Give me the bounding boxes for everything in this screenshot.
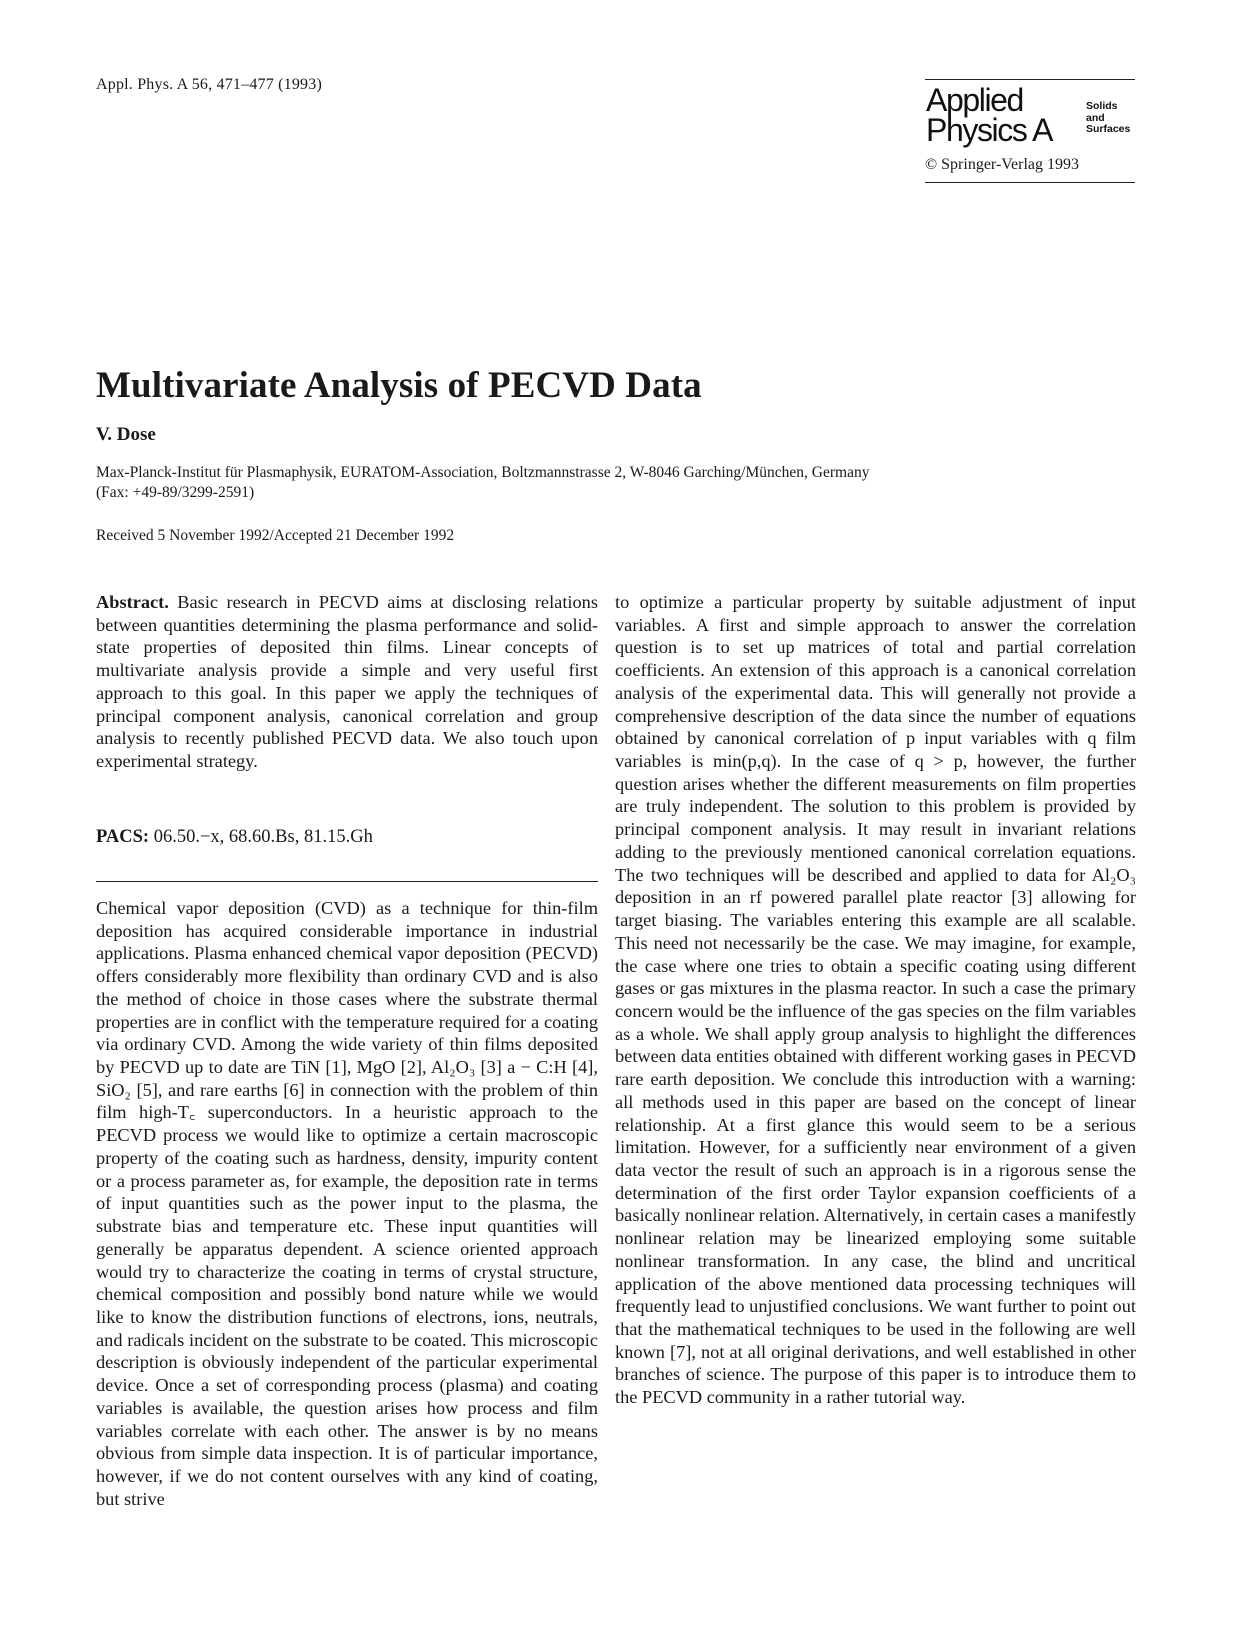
abstract xyxy=(96,591,598,773)
journal-logo xyxy=(926,83,1136,147)
affiliation-fax: (Fax: +49-89/3299-2591) xyxy=(96,484,255,501)
author-name: V. Dose xyxy=(96,424,156,445)
logo-physics-a: Physics A xyxy=(926,112,1053,148)
introduction-right-column xyxy=(615,591,1136,1409)
intro-paragraph-left: Chemical vapor deposition (CVD) as a technique for thin-film deposition has acquired considerable importance in industrial applications. Plasma enhanced chemical vapor deposition (PECVD) offers considerably more flexibility than ordinary CVD and is also the method of choice in those cases where the substrate thermal properties are in conflict with the temperature required for a coating via ordinary CVD. Among the wide variety of thin films deposited by PECVD up to date are TiN [1], MgO [2], Al₂O₃ [3] a − C:H [4], SiO₂ [5], and rare earths [6] in connection with the problem of thin film high-T꜀ superconductors. In a heuristic approach to the PECVD process we would like to optimize a certain macroscopic property of the coating such as hardness, density, impurity content or a process parameter as, for example, the deposition rate in terms of input quantities such as the power input to the plasma, the substrate bias and temperature etc. These input quantities will generally be apparatus dependent. A science oriented approach would try to characterize the coating in terms of crystal structure, chemical composition and possibly bond nature while we would like to know the distribution functions of electrons, ions, neutrals, and radicals incident on the substrate to be coated. This microscopic description is obviously independent of the particular experimental device. Once a set of corresponding process (plasma) and coating variables is available, the question arises how process and film variables correlate with each other. The answer is by no means obvious from simple data inspection. It is of particular importance, however, if we do not content ourselves with any kind of coating, but strive xyxy=(96,898,598,1509)
intro-paragraph-right: to optimize a particular property by suitable adjustment of input variables. A first and simple approach to answer the correlation question is to set up matrices of total and partial correlation coefficients. An extension of this approach is a canonical correlation analysis of the experimental data. This will generally not provide a comprehensive description of the data since the number of equations obtained by canonical correlation of p input variables with q film variables is min(p,q). In the case of q > p, however, the further question arises whether the different measurements on film properties are truly independent. The solution to this problem is provided by principal component analysis. It may result in invariant relations adding to the previously mentioned canonical correlation equations. The two techniques will be described and applied to data for Al₂O₃ deposition in an rf powered parallel plate reactor [3] allowing for target biasing. The variables entering this example are all scalable. This need not necessarily be the case. We may imagine, for example, the case where one tries to obtain a specific coating using different gases or gas mixtures in the plasma reactor. In such a case the primary concern would be the influence of the gas species on the film variables as a whole. We shall apply group analysis to highlight the differences between data entities obtained with different working gases in PECVD rare earth deposition. We conclude this introduction with a warning: all methods used in this paper are based on the concept of linear relationship. At a first glance this would seem to be a serious limitation. However, for a sufficiently near environment of a given data vector the result of such an approach is in a rigorous sense the determination of the first order Taylor expansion coefficients of a basically nonlinear relation. Alternatively, in certain cases a manifestly nonlinear relation may be linearized employing some suitable nonlinear transformation. In any case, the blind and uncritical application of the above mentioned data processing techniques will frequently lead to unjustified conclusions. We want further to point out that the mathematical techniques to be used in the following are well known [7], not at all original derivations, and well established in other branches of science. The purpose of this paper is to introduce them to the PECVD community in a rather tutorial way. xyxy=(615,592,1136,1408)
publisher-copyright: © Springer-Verlag 1993 xyxy=(925,156,1080,173)
author-affiliation xyxy=(96,463,1096,503)
pacs-codes: 06.50.−x, 68.60.Bs, 81.15.Gh xyxy=(153,827,373,847)
abstract-text: Basic research in PECVD aims at disclosing relations between quantities determining the plasma performance and solid-state properties of deposited thin films. Linear concepts of multivariate analysis provide a simple and very useful first approach to this goal. In this paper we apply the techniques of principal component analysis, canonical correlation and group analysis to recently published PECVD data. We also touch upon experimental strategy. xyxy=(96,592,598,772)
logo-top-rule xyxy=(925,79,1135,80)
section-divider xyxy=(96,881,598,882)
affiliation-address: Max-Planck-Institut für Plasmaphysik, EURATOM-Association, Boltzmannstrasse 2, W-8046 Garching/München, Germany xyxy=(96,464,870,481)
abstract-label: Abstract. xyxy=(96,592,169,612)
paper-title: Multivariate Analysis of PECVD Data xyxy=(96,365,702,406)
logo-subtitle-surfaces: Surfaces xyxy=(1086,123,1131,135)
logo-subtitle-and: and xyxy=(1086,111,1105,124)
pacs-label: PACS: xyxy=(96,827,150,847)
logo-bottom-rule xyxy=(925,182,1135,183)
received-dates: Received 5 November 1992/Accepted 21 December 1992 xyxy=(96,527,455,544)
logo-applied: Applied xyxy=(926,82,1023,118)
introduction-left-column xyxy=(96,897,598,1510)
journal-logo-box xyxy=(925,79,1135,173)
journal-citation: Appl. Phys. A 56, 471–477 (1993) xyxy=(96,76,322,93)
logo-subtitle-solids: Solids xyxy=(1086,100,1118,112)
pacs-line xyxy=(96,827,373,848)
logo-subtitle xyxy=(1086,101,1136,136)
